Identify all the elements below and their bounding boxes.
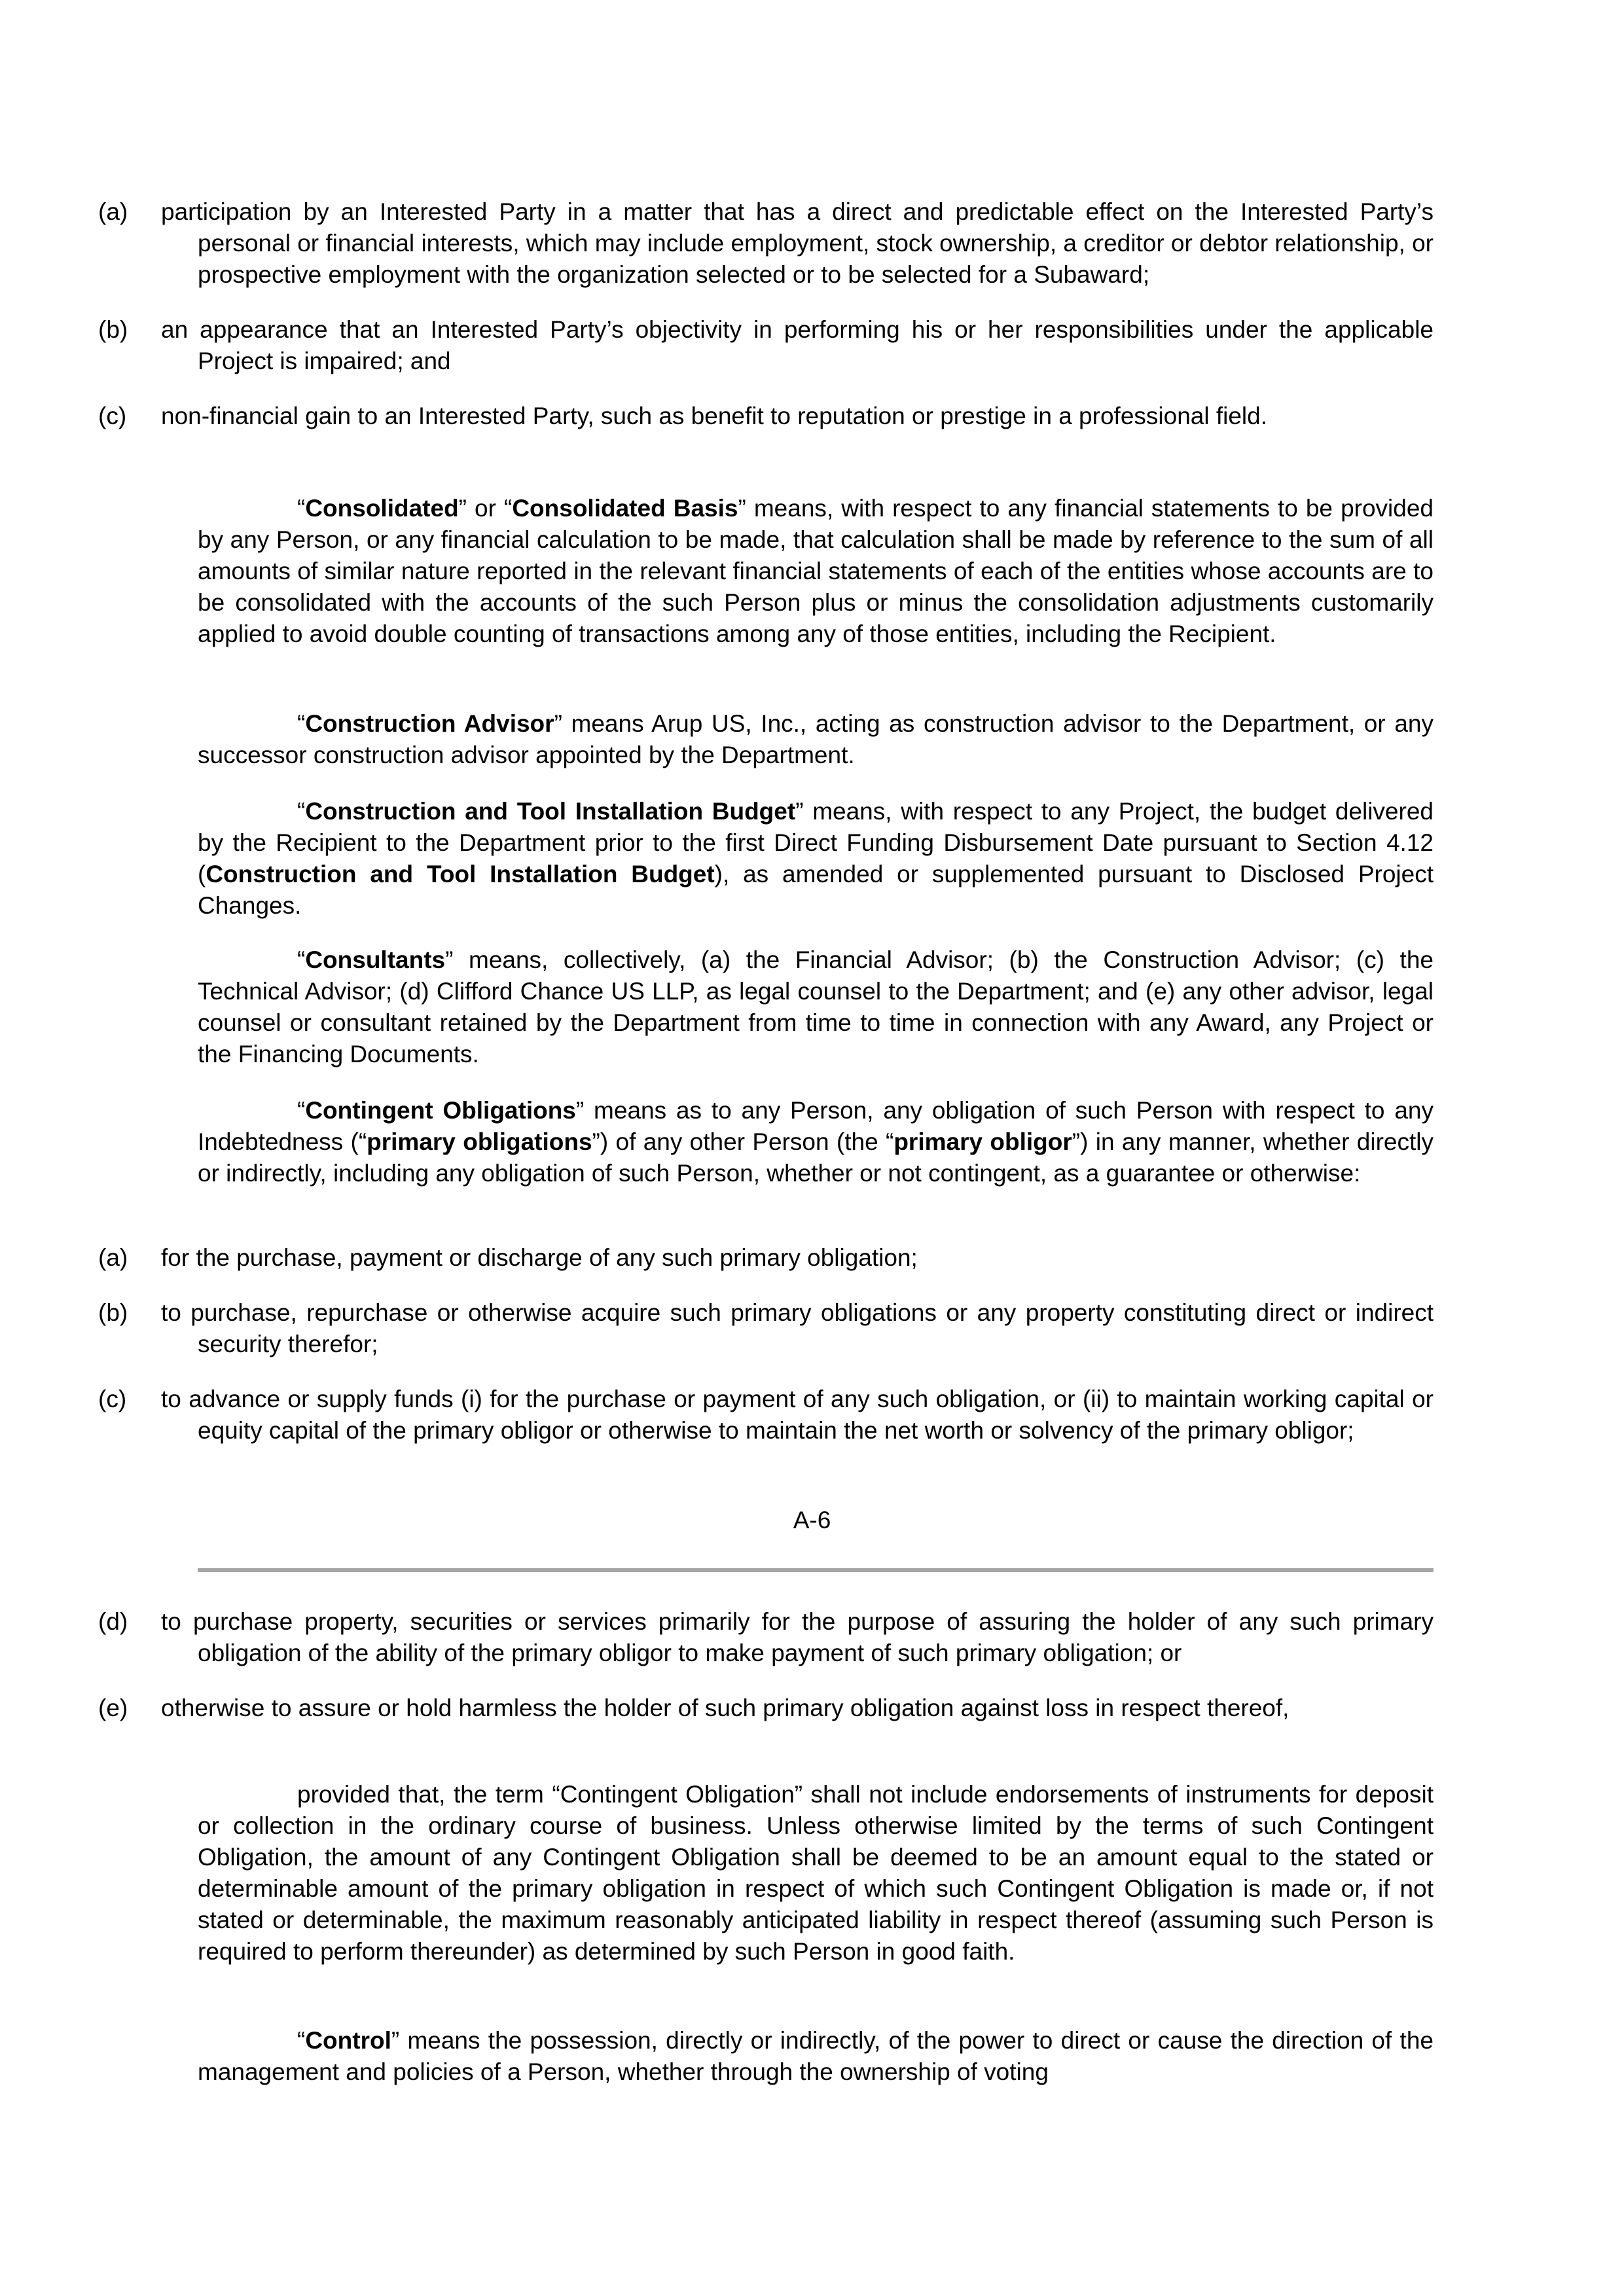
definition-consultants bbox=[198, 944, 1434, 1070]
paragraph-text: ), as amended or supplemented pursuant to Disclosed Project Changes. bbox=[198, 861, 1434, 919]
paragraph-text: “ bbox=[297, 2027, 306, 2054]
list-item bbox=[98, 1297, 1434, 1360]
paragraph-text: “ bbox=[297, 710, 306, 737]
defined-term: Consultants bbox=[305, 946, 446, 973]
item-label: (c) bbox=[98, 1386, 127, 1412]
defined-term: Control bbox=[305, 2027, 391, 2054]
defined-term: Construction and Tool Installation Budget bbox=[305, 798, 796, 825]
item-text: non-financial gain to an Interested Party, such as benefit to reputation or prestige in a professional field. bbox=[161, 403, 1268, 429]
paragraph-text: ” means, with respect to any financial statements to be provided by any Person, or any financial calculation to be made, that calculation shall be made by reference to the sum of all amounts of similar nature reported in the relevant financial statements of each of the entities whose accounts are to be consolidated with the accounts of the such Person plus or minus the consolidation adjustments customarily applied to avoid double counting of transactions among any of those entities, including the Recipient. bbox=[198, 495, 1434, 647]
definition-construction-advisor bbox=[198, 708, 1434, 771]
defined-term: Consolidated Basis bbox=[512, 495, 738, 522]
item-label: (d) bbox=[98, 1608, 128, 1635]
defined-term: Consolidated bbox=[305, 495, 459, 522]
item-label: (c) bbox=[98, 403, 127, 429]
proviso-paragraph bbox=[198, 1779, 1434, 1967]
definition-consolidated bbox=[198, 493, 1434, 650]
list-item bbox=[98, 196, 1434, 291]
item-label: (b) bbox=[98, 316, 128, 343]
defined-term: Contingent Obligations bbox=[305, 1097, 576, 1124]
paragraph-text: “ bbox=[297, 798, 306, 825]
list-item bbox=[98, 1606, 1434, 1669]
definition-construction-budget bbox=[198, 796, 1434, 922]
list-item bbox=[98, 1693, 1434, 1724]
list-contingent-purposes-continued bbox=[98, 1606, 1434, 1724]
definition-contingent-obligations bbox=[198, 1095, 1434, 1189]
item-label: (b) bbox=[98, 1299, 128, 1326]
paragraph-text: “ bbox=[297, 495, 306, 522]
paragraph-text: ”) of any other Person (the “ bbox=[592, 1128, 894, 1155]
paragraph-text: ” means the possession, directly or indirectly, of the power to direct or cause the direction of the management and policies of a Person, whether through the ownership of voting bbox=[198, 2027, 1434, 2085]
paragraph-text: provided that, the term “Contingent Obligation” shall not include endorsements of instruments for deposit or collection in the ordinary course of business. Unless otherwise limited by the terms of such Contingent Obligation, the amount of any Contingent Obligation shall be deemed to be an amount equal to the stated or determinable amount of the primary obligation in respect of which such Contingent Obligation is made or, if not stated or determinable, the maximum reasonably anticipated liability in respect thereof (assuming such Person is required to perform thereunder) as determined by such Person in good faith. bbox=[198, 1781, 1434, 1965]
item-label: (a) bbox=[98, 1244, 128, 1271]
paragraph-text: ” or “ bbox=[458, 495, 513, 522]
paragraph-text: ” means as to any Person, any obligation of such Person with respect to any Indebtedness (“ bbox=[198, 1097, 1434, 1155]
defined-term: primary obligor bbox=[893, 1128, 1072, 1155]
defined-term: primary obligations bbox=[367, 1128, 592, 1155]
list-item bbox=[98, 314, 1434, 377]
item-text: for the purchase, payment or discharge of any such primary obligation; bbox=[161, 1244, 918, 1271]
paragraph-text: “ bbox=[297, 946, 306, 973]
item-label: (a) bbox=[98, 198, 128, 225]
page-divider bbox=[198, 1568, 1434, 1572]
defined-term: Construction Advisor bbox=[305, 710, 554, 737]
defined-term: Construction and Tool Installation Budget bbox=[206, 861, 715, 888]
paragraph-text: ” means, with respect to any Project, the budget delivered by the Recipient to the Department prior to the first Direct Funding Disbursement Date pursuant to Section 4.12 ( bbox=[198, 798, 1434, 888]
list-item bbox=[98, 401, 1434, 432]
item-text: otherwise to assure or hold harmless the holder of such primary obligation against loss in respect thereof, bbox=[161, 1695, 1290, 1721]
list-item bbox=[98, 1242, 1434, 1274]
definition-control bbox=[198, 2025, 1434, 2088]
item-text: to advance or supply funds (i) for the purchase or payment of any such obligation, or (ii) to maintain working capital or equity capital of the primary obligor or otherwise to maintain the net worth or solvency of the primary obligor; bbox=[161, 1386, 1434, 1444]
item-label: (e) bbox=[98, 1695, 128, 1721]
paragraph-text: ” means, collectively, (a) the Financial Advisor; (b) the Construction Advisor; (c) the Technical Advisor; (d) Clifford Chance US LLP, as legal counsel to the Department; and (e) any other advisor, legal counsel or consultant retained by the Department from time to time in connection with any Award, any Project or the Financing Documents. bbox=[198, 946, 1434, 1067]
paragraph-text: “ bbox=[297, 1097, 306, 1124]
item-text: participation by an Interested Party in a matter that has a direct and predictable effect on the Interested Party’s personal or financial interests, which may include employment, stock ownership, a creditor or debtor relationship, or prospective employment with the organization selected or to be selected for a Subaward; bbox=[161, 198, 1434, 288]
list-contingent-purposes bbox=[98, 1242, 1434, 1446]
item-text: to purchase property, securities or services primarily for the purpose of assuring the holder of any such primary obligation of the ability of the primary obligor to make payment of such primary obligation; or bbox=[161, 1608, 1434, 1666]
item-text: an appearance that an Interested Party’s objectivity in performing his or her responsibilities under the applicable Project is impaired; and bbox=[161, 316, 1434, 374]
paragraph-text: ” means Arup US, Inc., acting as construction advisor to the Department, or any successor construction advisor appointed by the Department. bbox=[198, 710, 1434, 768]
item-text: to purchase, repurchase or otherwise acquire such primary obligations or any property constituting direct or indirect security therefor; bbox=[161, 1299, 1434, 1357]
page-number: A-6 bbox=[793, 1507, 831, 1534]
list-interested-party bbox=[98, 196, 1434, 432]
list-item bbox=[98, 1384, 1434, 1446]
paragraph-text: ”) in any manner, whether directly or indirectly, including any obligation of such Person, whether or not contingent, as a guarantee or otherwise: bbox=[198, 1128, 1434, 1187]
